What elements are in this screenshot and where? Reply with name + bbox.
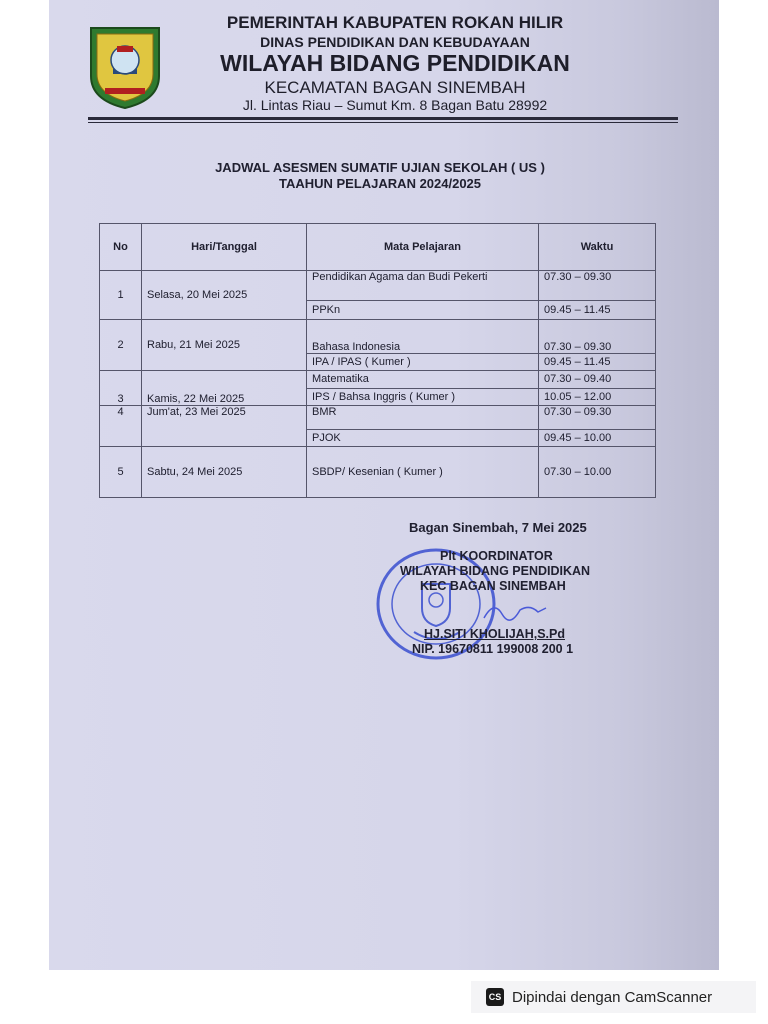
regency-emblem-icon <box>87 22 163 110</box>
row-time: 10.05 – 12.00 <box>539 388 656 406</box>
row-subject: SBDP/ Kesenian ( Kumer ) <box>307 447 539 498</box>
header-office: WILAYAH BIDANG PENDIDIKAN <box>220 50 570 76</box>
header-divider <box>88 117 678 120</box>
camscanner-text: Dipindai dengan CamScanner <box>512 988 713 1006</box>
row-no: 2 <box>100 320 142 371</box>
header-time: Waktu <box>539 224 656 271</box>
header-department: DINAS PENDIDIKAN DAN KEBUDAYAAN <box>260 34 530 50</box>
place-date: Bagan Sinembah, 7 Mei 2025 <box>409 520 587 535</box>
header-government: PEMERINTAH KABUPATEN ROKAN HILIR <box>226 13 564 32</box>
row-subject: Bahasa Indonesia <box>307 320 539 354</box>
row-time: 09.45 – 11.45 <box>539 301 656 320</box>
header-no: No <box>100 224 142 271</box>
signatory-nip: NIP. 19670811 199008 200 1 <box>412 642 574 656</box>
row-day: Rabu, 21 Mei 2025 <box>142 320 307 371</box>
document-subtitle: TAAHUN PELAJARAN 2024/2025 <box>278 176 482 191</box>
row-time: 07.30 – 09.40 <box>539 371 656 389</box>
signatory-name: HJ.SITI KHOLIJAH,S.Pd <box>424 627 565 641</box>
row-time: 07.30 – 09.30 <box>539 406 656 430</box>
row-day: Kamis, 22 Mei 2025 <box>142 371 307 406</box>
row-subject: PJOK <box>307 429 539 446</box>
header-day: Hari/Tanggal <box>142 224 307 271</box>
row-subject: Matematika <box>307 371 539 389</box>
header-district: KECAMATAN BAGAN SINEMBAH <box>264 78 526 97</box>
camscanner-watermark <box>471 981 756 1013</box>
header-subject: Mata Pelajaran <box>307 224 539 271</box>
row-subject: Pendidikan Agama dan Budi Pekerti <box>307 271 539 301</box>
signatory-district: KEC BAGAN SINEMBAH <box>420 579 566 593</box>
row-no: 3 <box>100 371 142 406</box>
row-subject: BMR <box>307 406 539 430</box>
row-time: 07.30 – 10.00 <box>539 447 656 498</box>
row-subject: IPA / IPAS ( Kumer ) <box>307 353 539 370</box>
signatory-office: WILAYAH BIDANG PENDIDIKAN <box>400 564 591 578</box>
header-address: Jl. Lintas Riau – Sumut Km. 8 Bagan Batu 28992 <box>242 97 548 113</box>
row-time: 07.30 – 09.30 <box>539 271 656 301</box>
table-row <box>100 371 656 389</box>
handwritten-signature-icon <box>480 596 550 626</box>
table-row <box>100 406 656 430</box>
table-row <box>100 320 656 354</box>
signatory-role: Plt KOORDINATOR <box>440 549 553 563</box>
row-time: 09.45 – 10.00 <box>539 429 656 446</box>
row-subject: IPS / Bahsa Inggris ( Kumer ) <box>307 388 539 406</box>
schedule-table <box>99 223 656 498</box>
row-no: 5 <box>100 447 142 498</box>
row-subject: PPKn <box>307 301 539 320</box>
table-row <box>100 271 656 301</box>
row-time: 09.45 – 11.45 <box>539 353 656 370</box>
row-day: Sabtu, 24 Mei 2025 <box>142 447 307 498</box>
row-no: 1 <box>100 271 142 320</box>
document-title: JADWAL ASESMEN SUMATIF UJIAN SEKOLAH ( US ) <box>215 160 545 175</box>
row-day: Selasa, 20 Mei 2025 <box>142 271 307 320</box>
camscanner-logo-icon: CS <box>486 988 504 1006</box>
row-no: 4 <box>100 406 142 447</box>
header-divider-thin <box>88 122 678 123</box>
row-time: 07.30 – 09.30 <box>539 320 656 354</box>
row-day: Jum'at, 23 Mei 2025 <box>142 406 307 447</box>
table-header-row <box>100 224 656 271</box>
table-row <box>100 447 656 498</box>
